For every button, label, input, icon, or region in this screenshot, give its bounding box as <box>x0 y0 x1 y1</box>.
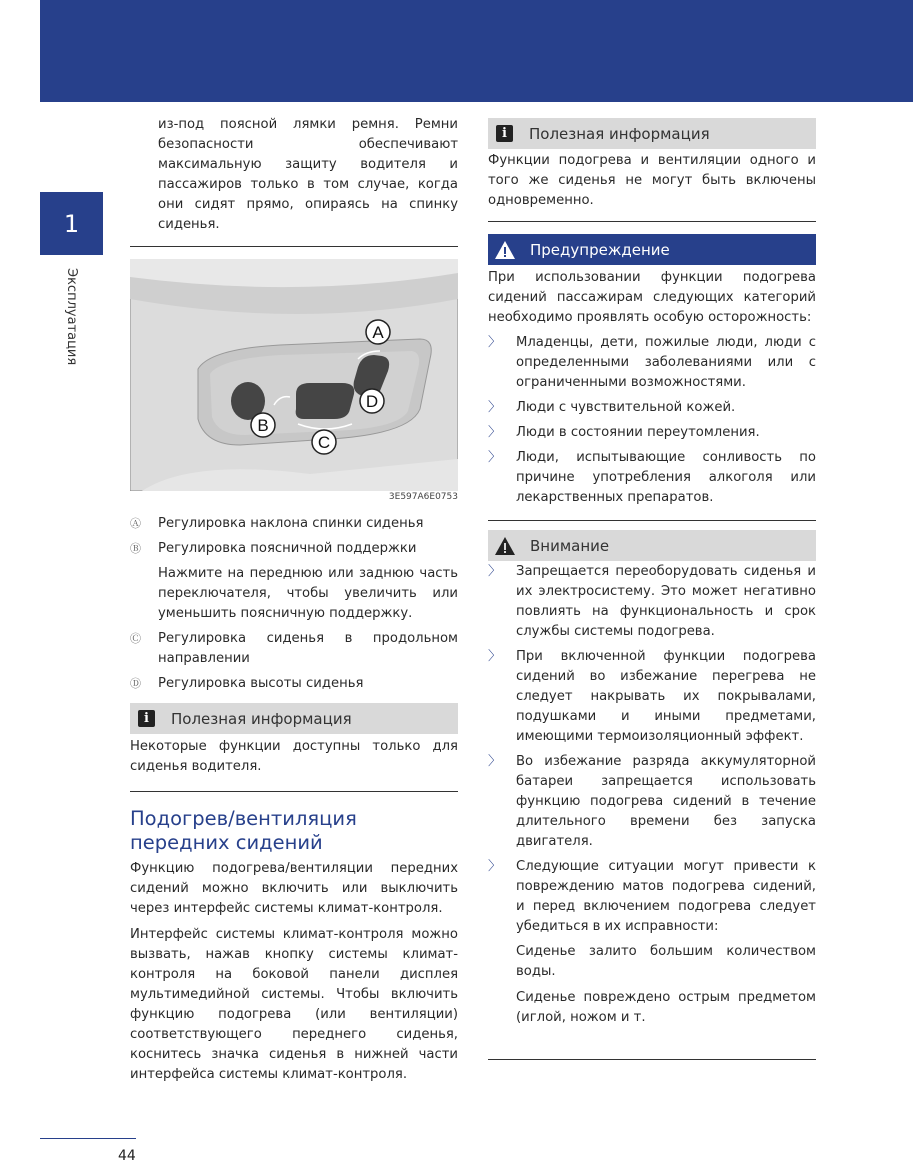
caution-box-header <box>488 530 816 561</box>
warning-triangle-icon <box>494 240 516 260</box>
legend-text: Регулировка сиденья в продольном направлении <box>158 631 458 666</box>
list-item <box>488 562 816 642</box>
info-box-title: Полезная информация <box>529 124 710 143</box>
list-item <box>488 647 816 747</box>
chevron-right-icon: 〉 <box>488 425 502 440</box>
section-title: Подогрев/вентиляция передних сидений <box>130 807 357 854</box>
figure-label-a: A <box>372 323 384 342</box>
list-item-text: Люди в состоянии переутомления. <box>516 425 760 440</box>
divider <box>488 1059 816 1060</box>
list-item-text: Младенцы, дети, пожилые люди, люди с определенными заболеваниями или с ограниченными возможностями. <box>516 335 816 390</box>
legend-item <box>130 514 458 534</box>
chapter-title: Эксплуатация <box>64 268 79 366</box>
legend-item <box>130 564 458 624</box>
chevron-right-icon: 〉 <box>488 400 502 415</box>
footer-rule <box>40 1138 136 1139</box>
legend-item <box>130 629 458 669</box>
figure-label-c: C <box>317 433 331 452</box>
legend-list <box>130 514 458 694</box>
warning-box-header <box>488 234 816 265</box>
chapter-number-badge: 1 <box>40 192 103 255</box>
legend-letter <box>130 564 158 624</box>
info-box-text: Функции подогрева и вентиляции одного и того же сиденья не могут быть включены одновременно. <box>488 153 816 208</box>
left-column <box>130 115 458 1085</box>
chevron-right-icon: 〉 <box>488 649 502 664</box>
divider <box>130 791 458 792</box>
figure-code: 3E597A6E0753 <box>388 492 458 502</box>
chevron-right-icon: 〉 <box>488 564 502 579</box>
list-item-text: Во избежание разряда аккумуляторной батареи запрещается использовать функцию подогрева сидений в течение длительного времени без запуска двигателя. <box>516 754 816 849</box>
divider <box>130 246 458 247</box>
page-number: 44 <box>118 1148 136 1164</box>
intro-paragraph: из-под поясной лямки ремня. Ремни безопасности обеспечивают максимальную защиту водителя и пассажиров только в том случае, когда они сидят прямо, опираясь на спинку сиденья. <box>158 117 458 232</box>
list-item <box>488 423 816 443</box>
info-box-text: Некоторые функции доступны только для сиденья водителя. <box>130 739 458 774</box>
list-item-text: Следующие ситуации могут привести к повреждению матов подогрева сидений, и перед включением подогрева следует убедиться в их исправности: <box>516 859 816 934</box>
chevron-right-icon: 〉 <box>488 754 502 769</box>
list-item <box>488 448 816 508</box>
warning-intro: При использовании функции подогрева сидений пассажирам следующих категорий необходимо проявлять особую осторожность: <box>488 270 816 325</box>
section-paragraph: Интерфейс системы климат-контроля можно вызвать, нажав кнопку системы климат-контроля на боковой панели дисплея мультимедийной системы. Чтобы включить функцию подогрева (или вентиляции) соответствующего переднего сиденья, коснитесь значка сиденья в нижней части интерфейса системы климат-контроля. <box>130 927 458 1082</box>
seat-controls-figure <box>130 259 458 491</box>
info-box-title: Полезная информация <box>171 709 352 728</box>
section-paragraph: Функцию подогрева/вентиляции передних сидений можно включить или выключить через интерфейс системы климат-контроля. <box>130 861 458 916</box>
legend-letter: Ⓓ <box>130 677 141 690</box>
list-item-text: Люди с чувствительной кожей. <box>516 400 736 415</box>
right-column <box>488 118 816 1028</box>
sub-item-text: Сиденье залито большим количеством воды. <box>516 944 816 979</box>
chevron-right-icon: 〉 <box>488 450 502 465</box>
divider <box>488 520 816 521</box>
caution-box-title: Внимание <box>530 536 610 555</box>
list-item <box>488 333 816 393</box>
info-icon: i <box>496 125 513 142</box>
legend-letter: Ⓐ <box>130 517 141 530</box>
legend-item <box>130 674 458 694</box>
divider <box>488 221 816 222</box>
legend-item <box>130 539 458 559</box>
list-item <box>488 752 816 852</box>
chevron-right-icon: 〉 <box>488 859 502 874</box>
legend-text: Регулировка поясничной поддержки <box>158 541 417 556</box>
chapter-side-label <box>64 268 80 378</box>
list-item <box>488 857 816 937</box>
legend-text: Нажмите на переднюю или заднюю часть переключателя, чтобы увеличить или уменьшить поясничную поддержку. <box>158 566 458 621</box>
list-item-text: Люди, испытывающие сонливость по причине употребления алкоголя или лекарственных препаратов. <box>516 450 816 505</box>
figure-label-d: D <box>365 392 379 411</box>
legend-text: Регулировка наклона спинки сиденья <box>158 516 424 531</box>
legend-text: Регулировка высоты сиденья <box>158 676 364 691</box>
seat-controls-illustration <box>130 259 458 491</box>
info-box-header <box>488 118 816 149</box>
list-item <box>488 398 816 418</box>
list-item-text: При включенной функции подогрева сидений во избежание перегрева не следует накрывать их покрывалами, подушками и иными предметами, имеющими термоизоляционный эффект. <box>516 649 816 744</box>
list-item-text: Запрещается переоборудовать сиденья и их электросистему. Это может негативно повлиять на функциональность и срок службы системы подогрева. <box>516 564 816 639</box>
sub-item-text: Сиденье повреждено острым предметом (иглой, ножом и т. <box>516 990 816 1025</box>
legend-letter: Ⓑ <box>130 542 141 555</box>
chevron-right-icon: 〉 <box>488 335 502 350</box>
caution-triangle-icon <box>494 536 516 556</box>
legend-letter: Ⓒ <box>130 632 141 645</box>
info-icon: i <box>138 710 155 727</box>
header-band <box>40 0 913 102</box>
warning-box-title: Предупреждение <box>530 240 670 259</box>
figure-label-b: B <box>257 416 269 435</box>
info-box-header <box>130 703 458 734</box>
